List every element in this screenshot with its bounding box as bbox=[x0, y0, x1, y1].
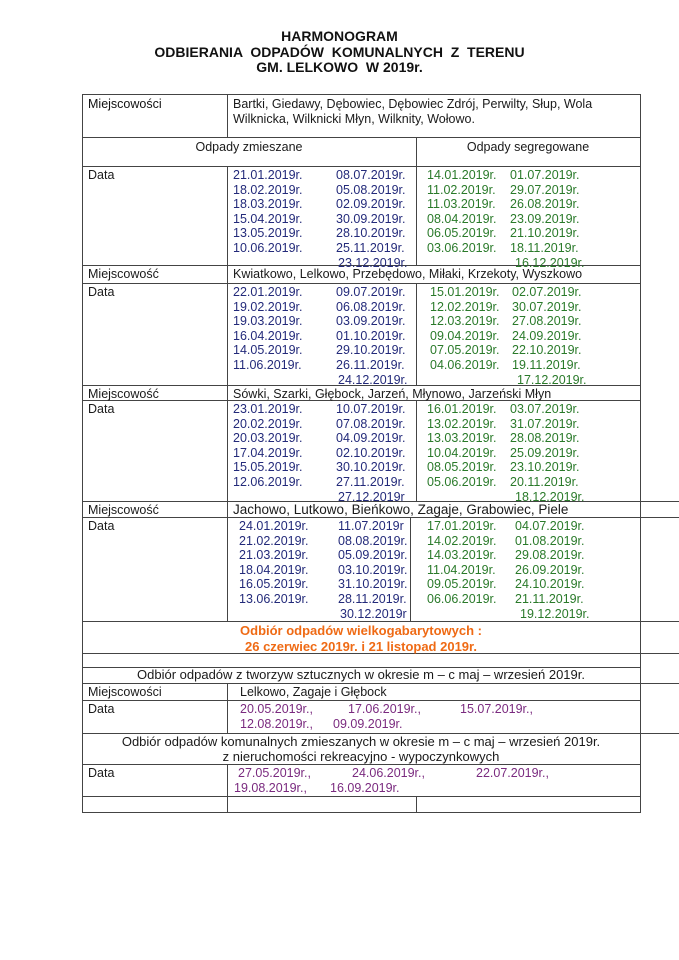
mixed-date: 23.12.2019r. bbox=[338, 255, 408, 270]
hline bbox=[82, 764, 641, 765]
plastics-localities: Lelkowo, Zagaje i Głębock bbox=[240, 685, 387, 699]
mixed-date: 19.02.2019r. bbox=[233, 299, 303, 314]
segregated-date: 14.01.2019r. bbox=[427, 168, 497, 182]
mixed-date: 13.06.2019r. bbox=[239, 592, 309, 606]
date: 15.07.2019r., bbox=[460, 702, 533, 716]
date: 17.06.2019r., bbox=[348, 702, 421, 716]
mixed-date: 25.11.2019r. bbox=[336, 241, 405, 255]
segregated-date: 24.09.2019r. bbox=[512, 328, 582, 343]
segregated-date: 01.07.2019r. bbox=[510, 168, 580, 182]
segregated-date: 27.08.2019r. bbox=[512, 314, 582, 329]
mixed-date: 31.10.2019r. bbox=[338, 577, 408, 592]
mixed-date: 27.11.2019r. bbox=[336, 475, 405, 489]
date: 22.07.2019r., bbox=[476, 766, 549, 780]
mixed-date: 16.04.2019r. bbox=[233, 328, 303, 343]
segregated-date: 23.10.2019r. bbox=[510, 460, 580, 475]
mixed-date: 01.10.2019r. bbox=[336, 328, 406, 343]
segregated-date: 18.11.2019r. bbox=[510, 241, 579, 255]
segregated-date: 26.09.2019r. bbox=[515, 562, 585, 577]
mixed-date: 02.10.2019r. bbox=[336, 445, 406, 460]
hline bbox=[82, 94, 641, 95]
segregated-date: 20.11.2019r. bbox=[510, 475, 579, 489]
segregated-date: 11.02.2019r. bbox=[427, 182, 496, 197]
segregated-date: 16.12.2019r. bbox=[515, 255, 585, 270]
localities-value: Kwiatkowo, Lelkowo, Przebędowo, Miłaki, Krzekoty, Wyszkowo bbox=[233, 267, 583, 281]
date: 12.08.2019r., bbox=[240, 717, 313, 731]
table-border-left bbox=[82, 94, 83, 813]
mixed-date: 21.03.2019r. bbox=[239, 548, 309, 563]
mixed-date: 30.09.2019r. bbox=[336, 211, 406, 226]
mixed-date: 09.07.2019r. bbox=[336, 285, 406, 299]
recreational-date-label: Data bbox=[88, 766, 115, 780]
mid-divider bbox=[416, 400, 417, 501]
hline bbox=[82, 283, 641, 284]
segregated-date: 01.08.2019r. bbox=[515, 533, 585, 548]
segregated-date: 23.09.2019r. bbox=[510, 211, 580, 226]
col-divider bbox=[227, 166, 228, 621]
hline bbox=[82, 796, 641, 797]
segregated-date: 05.06.2019r. bbox=[427, 475, 497, 489]
segregated-date: 13.03.2019r. bbox=[427, 431, 497, 446]
mixed-date: 03.10.2019r. bbox=[338, 562, 408, 577]
segregated-date: 14.03.2019r. bbox=[427, 548, 497, 563]
segregated-date: 08.04.2019r. bbox=[427, 211, 497, 226]
mixed-date: 17.04.2019r. bbox=[233, 445, 303, 460]
mixed-date: 16.05.2019r. bbox=[239, 577, 309, 592]
mixed-date: 30.10.2019r. bbox=[336, 460, 406, 475]
date-label: Data bbox=[88, 519, 115, 533]
segregated-date: 17.12.2019r. bbox=[517, 372, 587, 387]
mixed-date: 20.02.2019r. bbox=[233, 416, 303, 431]
date: 24.06.2019r., bbox=[352, 766, 425, 780]
mixed-date: 06.08.2019r. bbox=[336, 299, 406, 314]
segregated-date: 12.02.2019r. bbox=[430, 299, 500, 314]
mixed-date: 18.02.2019r. bbox=[233, 182, 303, 197]
mixed-date: 15.05.2019r. bbox=[233, 460, 303, 475]
localities-label: Miejscowość bbox=[88, 387, 159, 401]
mixed-date: 21.02.2019r. bbox=[239, 533, 309, 548]
mixed-date: 05.09.2019r. bbox=[338, 548, 408, 563]
mixed-date: 13.05.2019r. bbox=[233, 226, 303, 241]
mixed-date: 23.01.2019r. bbox=[233, 402, 303, 416]
hline bbox=[82, 700, 641, 701]
segregated-date: 22.10.2019r. bbox=[512, 343, 582, 358]
hline bbox=[82, 166, 641, 167]
title-line-3: GM. LELKOWO W 2019r. bbox=[256, 59, 423, 75]
date-label: Data bbox=[88, 402, 115, 416]
mixed-date: 11.07.2019r bbox=[338, 519, 404, 533]
segregated-date: 26.08.2019r. bbox=[510, 197, 580, 212]
segregated-date: 14.02.2019r. bbox=[427, 533, 497, 548]
segregated-date: 18.12.2019r. bbox=[515, 489, 585, 504]
segregated-date: 21.11.2019r. bbox=[515, 592, 584, 606]
segregated-date: 19.12.2019r. bbox=[520, 606, 590, 621]
segregated-date: 07.05.2019r. bbox=[430, 343, 500, 358]
segregated-date: 25.09.2019r. bbox=[510, 445, 580, 460]
segregated-date: 19.11.2019r. bbox=[512, 358, 581, 372]
segregated-date: 06.05.2019r. bbox=[427, 226, 497, 241]
segregated-date: 28.08.2019r. bbox=[510, 431, 580, 446]
segregated-date: 17.01.2019r. bbox=[427, 519, 497, 533]
col-divider bbox=[227, 764, 228, 812]
recreational-heading-2: z nieruchomości rekreacyjno - wypoczynkowych bbox=[222, 749, 500, 764]
document-title bbox=[0, 29, 679, 76]
bulky-line-1: Odbiór odpadów wielkogabarytowych : bbox=[240, 623, 482, 638]
segregated-date: 03.07.2019r. bbox=[510, 402, 580, 416]
mixed-date: 10.06.2019r. bbox=[233, 241, 303, 255]
hline bbox=[82, 137, 641, 138]
segregated-date: 21.10.2019r. bbox=[510, 226, 580, 241]
mixed-date: 28.11.2019r. bbox=[338, 592, 407, 606]
mixed-date: 19.03.2019r. bbox=[233, 314, 303, 329]
hline bbox=[82, 683, 679, 684]
mid-divider bbox=[416, 283, 417, 385]
mixed-date: 18.04.2019r. bbox=[239, 562, 309, 577]
mixed-date: 05.08.2019r. bbox=[336, 182, 406, 197]
mixed-date: 10.07.2019r. bbox=[336, 402, 406, 416]
col-divider bbox=[227, 94, 228, 137]
segregated-date: 11.03.2019r. bbox=[427, 197, 496, 212]
hline bbox=[82, 812, 641, 813]
date: 19.08.2019r., bbox=[234, 781, 307, 795]
mixed-date: 15.04.2019r. bbox=[233, 211, 303, 226]
mixed-date: 24.01.2019r. bbox=[239, 519, 309, 533]
segregated-date: 13.02.2019r. bbox=[427, 416, 497, 431]
segregated-date: 24.10.2019r. bbox=[515, 577, 585, 592]
segregated-date: 12.03.2019r. bbox=[430, 314, 500, 329]
segregated-date: 29.07.2019r. bbox=[510, 182, 580, 197]
segregated-date: 11.04.2019r. bbox=[427, 562, 496, 577]
mixed-date: 21.01.2019r. bbox=[233, 168, 303, 182]
mixed-date: 28.10.2019r. bbox=[336, 226, 406, 241]
date-label: Data bbox=[88, 168, 115, 182]
mixed-date: 30.12.2019r bbox=[340, 606, 407, 621]
segregated-date: 08.05.2019r. bbox=[427, 460, 497, 475]
plastics-localities-label: Miejscowości bbox=[88, 685, 162, 699]
segregated-date: 04.06.2019r. bbox=[430, 358, 500, 372]
recreational-heading-1: Odbiór odpadów komunalnych zmieszanych w okresie m – c maj – wrzesień 2019r. bbox=[121, 734, 601, 749]
title-line-2: ODBIERANIA ODPADÓW KOMUNALNYCH Z TERENU bbox=[154, 43, 525, 60]
mixed-date: 27.12.2019r bbox=[338, 489, 405, 504]
mixed-date: 12.06.2019r. bbox=[233, 475, 303, 489]
segregated-date: 30.07.2019r. bbox=[512, 299, 582, 314]
plastics-heading: Odbiór odpadów z tworzyw sztucznych w okresie m – c maj – wrzesień 2019r. bbox=[137, 667, 585, 682]
mixed-date: 08.07.2019r. bbox=[336, 168, 406, 182]
mixed-date: 22.01.2019r. bbox=[233, 285, 303, 299]
mid-divider bbox=[410, 517, 411, 621]
segregated-date: 02.07.2019r. bbox=[512, 285, 582, 299]
date: 16.09.2019r. bbox=[330, 781, 400, 795]
segregated-date: 04.07.2019r. bbox=[515, 519, 585, 533]
mid-divider bbox=[416, 137, 417, 265]
segregated-date: 15.01.2019r. bbox=[430, 285, 500, 299]
mixed-date: 26.11.2019r. bbox=[336, 358, 405, 372]
mid-divider bbox=[416, 796, 417, 812]
date: 20.05.2019r., bbox=[240, 702, 313, 716]
localities-value bbox=[233, 97, 592, 126]
mixed-date: 03.09.2019r. bbox=[336, 314, 406, 329]
recreational-heading bbox=[82, 734, 640, 764]
date: 27.05.2019r., bbox=[238, 766, 311, 780]
segregated-date: 29.08.2019r. bbox=[515, 548, 585, 563]
date-label: Data bbox=[88, 285, 115, 299]
localities-line-1: Bartki, Giedawy, Dębowiec, Dębowiec Zdrój, Perwilty, Słup, Wola bbox=[233, 97, 593, 111]
date: 09.09.2019r. bbox=[333, 717, 403, 731]
localities-label: Miejscowości bbox=[88, 97, 162, 111]
mixed-date: 20.03.2019r. bbox=[233, 431, 303, 446]
segregated-waste-header: Odpady segregowane bbox=[466, 140, 590, 154]
mixed-date: 07.08.2019r. bbox=[336, 416, 406, 431]
localities-label: Miejscowość bbox=[88, 503, 159, 517]
mixed-waste-header: Odpady zmieszane bbox=[195, 140, 303, 154]
localities-line-2: Wilknicka, Wilknicki Młyn, Wilknity, Wołowo. bbox=[233, 111, 475, 126]
localities-label: Miejscowość bbox=[88, 267, 159, 281]
col-divider bbox=[227, 683, 228, 733]
mixed-date: 29.10.2019r. bbox=[336, 343, 406, 358]
title-line-1: HARMONOGRAM bbox=[281, 28, 398, 44]
mixed-date: 08.08.2019r. bbox=[338, 533, 408, 548]
mixed-date: 04.09.2019r. bbox=[336, 431, 406, 446]
mixed-date: 18.03.2019r. bbox=[233, 197, 303, 212]
plastics-date-label: Data bbox=[88, 702, 115, 716]
mixed-date: 24.12.2019r. bbox=[338, 372, 408, 387]
mixed-date: 02.09.2019r. bbox=[336, 197, 406, 212]
segregated-date: 06.06.2019r. bbox=[427, 592, 497, 606]
table-border-right bbox=[640, 94, 641, 813]
bulky-line-2: 26 czerwiec 2019r. i 21 listopad 2019r. bbox=[245, 639, 477, 654]
localities-value: Jachowo, Lutkowo, Bieńkowo, Zagaje, Grabowiec, Piele bbox=[233, 502, 569, 517]
bulky-waste-notice bbox=[82, 623, 640, 655]
segregated-date: 09.04.2019r. bbox=[430, 328, 500, 343]
localities-value: Sówki, Szarki, Głębock, Jarzeń, Młynowo, Jarzeński Młyn bbox=[233, 387, 552, 401]
segregated-date: 10.04.2019r. bbox=[427, 445, 497, 460]
mixed-date: 11.06.2019r. bbox=[233, 358, 302, 372]
segregated-date: 16.01.2019r. bbox=[427, 402, 497, 416]
segregated-date: 09.05.2019r. bbox=[427, 577, 497, 592]
mixed-date: 14.05.2019r. bbox=[233, 343, 303, 358]
segregated-date: 31.07.2019r. bbox=[510, 416, 580, 431]
segregated-date: 03.06.2019r. bbox=[427, 241, 497, 255]
